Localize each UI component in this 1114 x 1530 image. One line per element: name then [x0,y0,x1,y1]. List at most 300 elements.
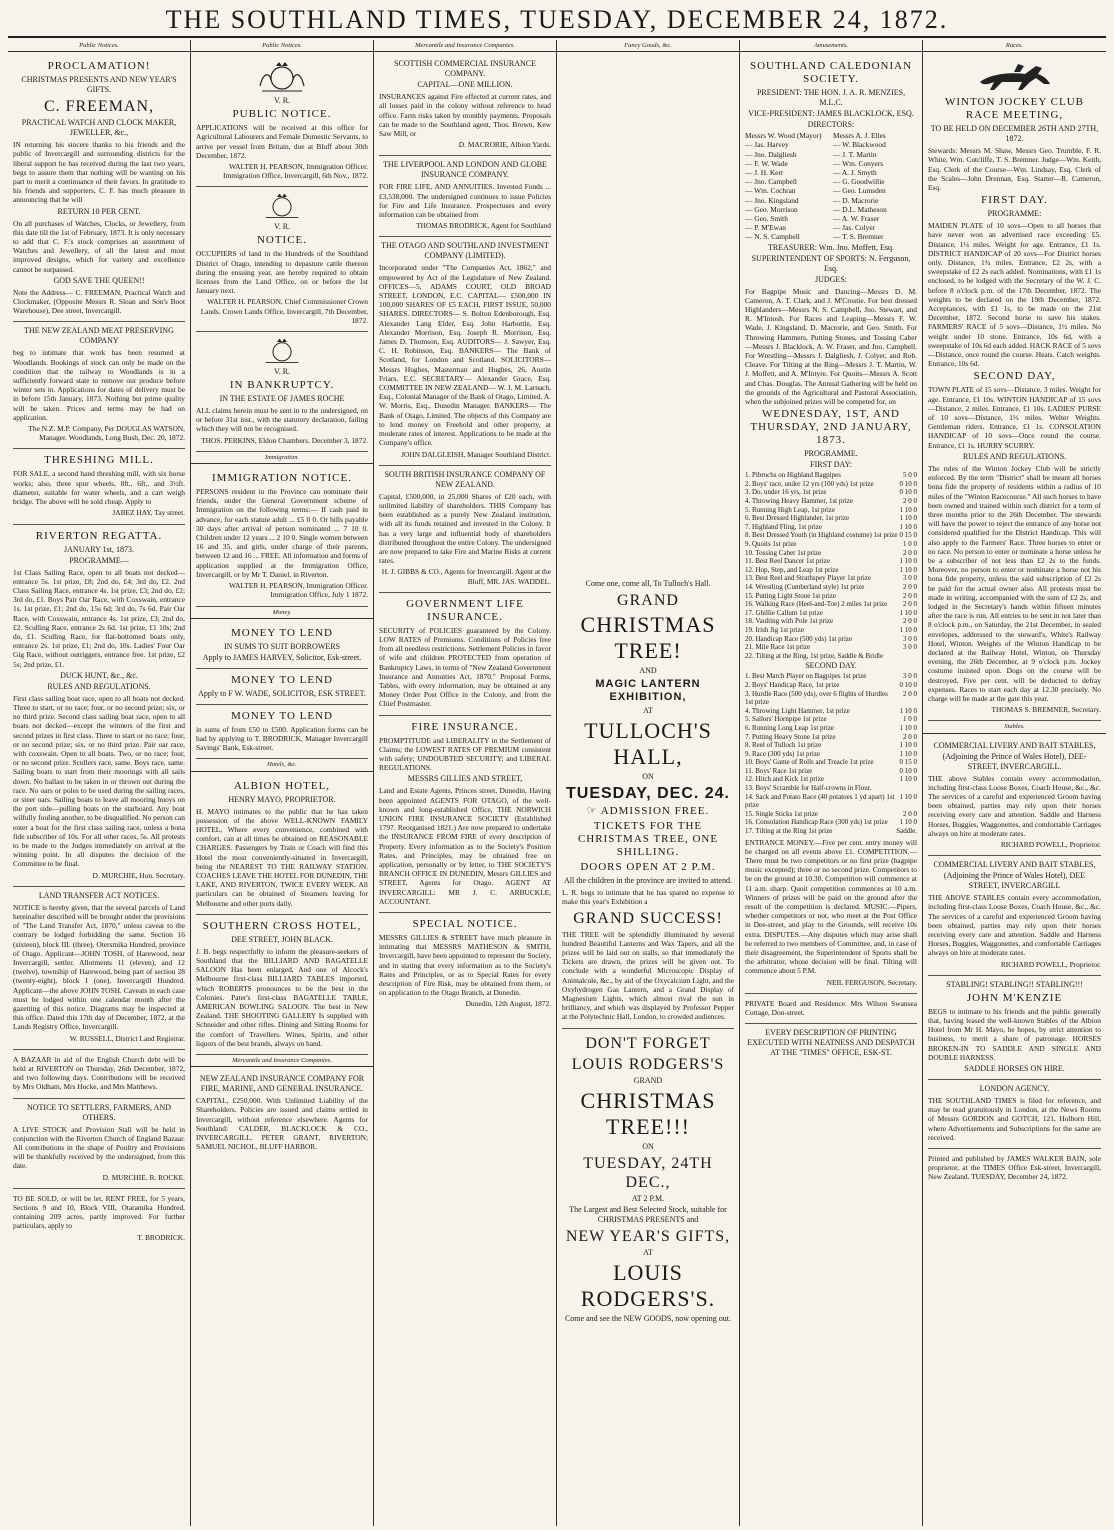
programme-row [745,574,917,583]
ad-line: The Largest and Best Selected Stock, suitable for CHRISTMAS PRESENTS and [569,1204,727,1224]
programme-day-1 [745,471,917,660]
ad-title: CHRISTMAS TREE!!! [580,1087,716,1139]
ad-signature: Dunedin, 12th August, 1872. [465,999,551,1009]
ad-body: A LIVE STOCK and Provision Stall will be held in conjunction with the Riverton Church of England Bazaar. All contributions in the shape of Poultry and Provisions will be thankfully received by the undersigned, from this date. [13,1124,185,1171]
programme-row [745,549,917,558]
ad-title: FIRST DAY. [981,194,1048,207]
section-heading: Immigration. [191,452,373,464]
programme-row [745,767,917,776]
event-prize: 1 10 0 [899,625,917,634]
ad-body: OCCUPIERS of land in the Hundreds of the Southland District of Otago, intending to depasture cattle thereon during the ensuing year, are hereby required to obtain licenses from the Land Office, on or before the 1st January next. [196,249,368,296]
ad-name: JOHN M'KENZIE [966,991,1063,1004]
event-name: 1. Pibrochs on Highland Bagpipes [745,471,841,480]
ad-body: CAPITAL, £250,000. With Unlimited Liability of the Shareholders. Policies are issued and claims settled in Invercargill, without reference elsewhere. Agents for Southland: CALDER, BLACKLOCK & CO., INVERCARGILL. PETER GRANT, RIVERTON; SAMUEL NICHOL, BLUFF HARBOR. [196,1096,368,1152]
liverpool-insurance-ad [379,156,551,237]
programme-row [745,750,917,759]
programme-row [745,514,917,523]
programme-row [745,506,917,515]
programme-row [745,523,917,532]
director-name: — Wm. Cochran [745,186,796,196]
programme-row [745,471,917,480]
ad-title: COMMERCIAL LIVERY AND BAIT STABLES, [933,860,1096,870]
ad-signature: THOMAS S. BREMNER, Secretary. [991,705,1101,715]
ad-body: TOWN PLATE of 15 sovs—Distance, 3 miles. Weight for age. Entrance, £1 10s. WINTON HANDICAP of 15 sovs—Distance, 2 miles. Entrance, £1 10s. LADIES' PURSE of 10 sovs—Distance, 1½ miles. Welter Weights. Gentleman riders. Entrance, £1 1s. CONSOLATION HANDICAP of 10 sovs—Once round the course. Entrance, £1 1s. HURRY SCURRY. [928,385,1101,450]
programme-row [745,600,917,609]
event-name: 15. Putting Light Stone 1st prize [745,591,836,600]
ad-dates: WEDNESDAY, 1ST, AND THURSDAY, 2ND JANUARY, 1873. [750,408,912,447]
ad-venue: TULLOCH'S HALL, [584,718,712,770]
to-let-ad [13,1189,185,1248]
livery-stables-ad [928,856,1101,976]
director-name: — Geo. Lumsden [833,186,886,196]
programme-row [745,540,917,549]
ad-subtitle: JANUARY 1st, 1873. [64,544,134,554]
event-prize: 1 0 0 [903,715,917,724]
ad-title: MONEY TO LEND [230,673,333,686]
event-prize: 1 10 0 [899,565,917,574]
government-life-ad [379,593,551,716]
event-name: 21. Mile Race 1st prize [745,643,811,652]
land-transfer-ad [13,887,185,1050]
event-prize: 5 0 0 [903,471,917,480]
director-name: — P. M'Ewan [745,223,786,233]
event-name: 5. Sailors' Hornpipe 1st prize [745,715,827,724]
ad-body: APPLICATIONS will be received at this office for Agricultural Labourers and Female Domestic Servants, to arrive per vessel from Britain, due at Bluff about 30th December, 1872. [196,123,368,160]
event-name: 4. Throwing Heavy Hammer, 1st prize [745,497,853,506]
event-prize: 1 10 0 [899,557,917,566]
ad-vice-president: VICE-PRESIDENT: JAMES BLACKLOCK, ESQ. [748,109,914,119]
ad-tickets: TICKETS FOR THE CHRISTMAS TREE, ONE SHILLING. [577,820,719,859]
ad-body: TO BE SOLD, or will be let, RENT FREE, for 5 years, Sections 9 and 10, Block VIII, Otaramika Hundred, containing 209 acres, partly improved. For further particulars, apply to [13,1193,185,1231]
programme-day-2 [745,672,917,835]
ad-signature: WALTER H. PEARSON, Immigration Officer. Immigration Office, July 1 1872. [229,581,368,600]
ad-body: Land and Estate Agents, Princes street, Dunedin, Having been appointed AGENTS FOR OTAGO, of the well-known and long-established Office, THE NORWICH UNION FIRE INSURANCE SOCIETY (Established 1797. Reorganised 1821.) Are now prepared to undertake the INSURANCE FROM FIRE of every description of Property. Every information as to the Society's Position Rates, and Principles, may be obtained free on application, personally or by letter, to THE SOCIETY'S BRANCH OFFICE IN DUNEDIN, Messrs GILLIES and STREET, Agents for Otago. AGENT AT INVERCARGILL: MR J. C. ARBUCKLE, ACCOUNTANT. [379,786,551,906]
event-prize: 3 0 0 [903,574,917,583]
event-prize: 1 10 0 [899,792,917,801]
event-prize: 1 10 0 [899,775,917,784]
programme-row [745,810,917,819]
director-name: — Geo. Smith [745,214,788,224]
director-name: — J. H. Kerr [745,168,784,178]
ad-subtitle: (Adjoining the Prince of Wales Hotel), DEE-STREET, INVERCARGILL. [942,751,1087,771]
royal-crest-icon [257,192,307,220]
ad-body: PERSONS resident in the Province can nominate their friends, under the General Government scheme of Immigration on the following terms:— If cash paid in advance, for each statute adult ... £5 0 0. Or bills payable 30 days after arrival of person nominated ... 7 10 0. Children under 12 years ... 2 10 0. Single women between 16 and 35, and girls, under charge of their parents, between 12 and 16 ... FREE. All information and forms of application supplied at the Immigration Office, Invercargill, or by Mr T. Daniel, in Riverton. [196,487,369,579]
money-to-lend-ad [196,705,368,760]
column-3 [374,40,557,1526]
ad-body: INSURANCES against Fire effected at current rates, and all losses paid in the colony without reference to head office. Farm risks taken by monthly payments. Proposals can be made to the Southland agent, Thos. Brown, Kew Saw Mill, or [379,92,551,139]
ad-title: IN BANKRUPTCY. [229,379,335,392]
vr-initials: V. R. [273,367,291,377]
ad-title: THE OTAGO AND SOUTHLAND INVESTMENT COMPANY (LIMITED). [381,241,549,261]
ad-signature: D. MURCHIE. R. ROCKE. [102,1172,185,1182]
ad-label: PROGRAMME: [987,209,1042,219]
ad-line: AT [643,706,653,716]
royal-crest-icon [257,337,307,365]
albion-hotel-ad [196,775,368,915]
director-name: — Jas. Colyer [833,223,876,233]
ad-body: FOR FIRE LIFE, AND ANNUITIES. Invested Funds ... £3,538,000. The undersigned continues to issue Policies for Fire and Life Insurance. Prospectuses and every information can be obtained from [379,182,551,220]
settlers-ad [13,1099,185,1189]
ad-signature: SADDLE HORSES ON HIRE. [964,1064,1065,1074]
ad-title: STABLING! STABLING!! STABLING!!! [946,979,1083,989]
ad-line: All the children in the province are invited to attend. [564,876,732,886]
ad-body: Capital, £500,000, in 25,000 Shares of £20 each, with unlimited liability of shareholders. THIS Company has been established as a purely New Zealand institution, with all its funds retained and invested in the Colony. It has a very large and influential body of shareholders distributed throughout the entire Colony. The undersigned are now prepared to take Fire and Marine Risks at current rates. [379,491,551,566]
event-prize: 2 0 0 [903,583,917,591]
event-prize [896,784,917,793]
event-prize [899,652,917,661]
directors-list [745,131,917,241]
event-prize: 2 0 0 [903,591,917,600]
programme-row [745,583,917,592]
ad-subtitle: IN THE ESTATE OF JAMES ROCHE [219,394,345,404]
director-name: — Geo. Morrison [745,204,798,214]
programme-row [745,557,917,566]
ad-line: AND [639,666,657,676]
event-prize: 1 10 0 [899,749,917,758]
ad-body: PROMPTITUDE and LIBERALITY in the Settlement of Claims; the LOWEST RATES OF PREMIUM consistent with safety; UNDOUBTED SECURITY; and LIBERAL REGULATIONS. [379,735,551,773]
ad-title: PROCLAMATION! [47,60,151,73]
ad-title: MAGIC LANTERN EXHIBITION, [595,678,701,704]
ad-signature: The N.Z. M.P. Company, Per DOUGLAS WATSON, Manager. Woodlands, Long Bush, Dec. 20, 1872. [28,424,185,443]
ad-body: MAIDEN PLATE of 10 sovs—Open to all horses that have never won an advertised race exceeding £5. Distance, 1¼ miles. Weight for age. Entrance, £1 1s. DISTRICT HANDICAP of 20 sovs—For District horses only. Distance, 1¾ miles. Entrance, £2 2s, with a sweepstake of £2 2s each added. Nominations, with £1 1s enclosed, to be lodged with the Secretary of the W. J. C. before 8 o'clock p.m. of the 17th December, 1872. The weights to be declared on the 19th December, 1872. Acceptances, with £1 1s, to be made on the 21st December, 1872. Second horse to save his stakes. FARMERS' RACE of 5 sovs—Distance, 1½ miles. No weight under 10 stone. Entrance, 10s 6d, with a sweepstake of 10s 6d each added. HACK RACE of 5 sovs—Distance, once round the course. Heats. Catch weights. Entrance, 10s 6d. [928,221,1101,369]
ad-label: SECOND DAY. [805,661,857,671]
event-name: 13. Boys' Scramble for Half-crowns in Flour. [745,784,872,793]
event-name: 14. Sack and Potato Race (40 potatoes 1 yd apart) 1st prize [745,792,895,810]
programme-row [745,793,917,810]
column-2 [191,40,374,1526]
programme-row [745,497,917,506]
ad-body: ENTRANCE MONEY.—Five per cent. entry money will be charged on all events above £1. COMPETITION.—There must be two competitors or no first prize (bagpipe music excepted); three or no second prize. Competitors to be on the ground at 10.30. Competition will commence at 11 a.m. sharp. Quoit competition commences at 10 a.m. Winners of prizes will be paid on the ground after the result of the competition is declared. MUSIC.—Pipers, whether competitors or not, who meet at the Post Office in Dee-street, and play to the Grounds, will receive 10s extra. DISPUTES.—Any disputes which may arise shall be referred to two members of Committee, and, in case of their disagreement, the Superintendent of Sports shall be the arbitrator, whose decision will be final. Tilting will commence about 5 P.M. [745,837,917,976]
event-prize: 1 10 0 [899,723,917,732]
event-prize: 1 10 0 [899,505,917,514]
london-agency-ad [928,1080,1101,1149]
event-prize: 2 0 0 [903,497,917,506]
ad-subtitle: CHRISTMAS PRESENTS AND NEW YEAR'S GIFTS. [21,75,177,95]
ad-signature: W. RUSSELL, District Land Registrar. [69,1033,185,1043]
ad-body: J. B. begs respectfully to inform the pleasure-seekers of Southland that the BILLIARD AND BAGATELLE SALOON Has been enlarged, And one of Alcock's Melbourne first-class BILLIARD TABLES imported, which ROBERTS pronounces to be the best in the Colonies. Pater's first-class BAGATELLE TABLE, AMERICAN BOWLING SALOON. The best in New Zealand. THE SHOOTING GALLERY Is supplied with Schneider and other rifles. Dining and Sitting Rooms for the comfort of Travellers. Wines, Spirits, and other liquors of the best brands, always on hand. [196,946,368,1048]
programme-row [745,827,917,836]
event-prize: 1 10 0 [899,706,917,715]
ad-body: THE ABOVE STABLES contain every accommodation, including first-class Loose Boxes, Coach House, &c., &c. The services of a careful and experienced Groom having been obtained, parties may rely upon their horses receiving every care and attention. Saddle and Harness Horses, Buggies, Waggonettes, and comfortable Carriages always on hire at moderate rates. [928,893,1101,958]
ad-subtitle: MESSRS GILLIES AND STREET, [407,774,523,784]
ad-signature: THOS. PERKINS, Eldon Chambers. December 3, 1872. [201,435,368,445]
director-name: — D.L. Matheson [833,204,887,214]
event-name: 8. Best Dressed Youth (in Highland costume) 1st prize [745,531,898,540]
event-prize: 0 10 0 [899,766,917,775]
event-prize: 1 0 0 [903,540,917,549]
ad-subtitle: PROGRAMME— [69,555,129,565]
column-4 [557,40,740,1526]
christmas-tree-ad [562,55,734,1028]
ad-subtitle: RULES AND REGULATIONS. [47,681,151,691]
ad-title: THRESHING MILL. [44,454,154,467]
ad-admission: ☞ ADMISSION FREE. [586,805,710,818]
ad-highlight: RETURN 10 PER CENT. [57,206,141,216]
ad-body: THE SOUTHLAND TIMES is filed for reference, and may be read gratuitously in London, at the News Rooms of Messrs GORDON and GOTCH, 121, Holborn Hill, where Advertisements and Subscriptions for the same are received. [928,1096,1101,1142]
ad-time: AT 2 P.M. [631,1193,665,1203]
event-name: 16. Walking Race (Heel-and-Toe) 2 miles 1st prize [745,600,888,609]
event-prize: 0 15 0 [899,531,917,540]
programme-row [745,733,917,742]
ad-signature: H. J. GIBBS & CO., Agents for Invercargill. Agent at the Bluff, MR. JAS. WADDEL. [381,567,551,586]
ad-body: On all purchases of Watches, Clocks, or Jewellery, from this date till the 1st of February, 1873. It is only necessary to add that C. F.'s stock comprises an assortment of Watches and Jewellery, of all the latest and most improved designs, which for variety and excellence cannot be surpassed. [13,218,185,274]
ad-subtitle: HENRY MAYO, PROPRIETOR. [228,794,336,804]
vr-initials: V. R. [273,96,291,106]
event-name: 13. Best Reel and Strathspey Player 1st prize [745,574,871,583]
vr-initials: V. R. [273,222,291,232]
ad-body: in sums of from £50 to £500. Application forms can be had by applying to T. BRODRICK, Manager Invercargill Savings' Bank, Esk-street. [196,724,368,753]
ad-subtitle: DEE STREET, JOHN BLACK. [231,934,333,944]
ad-title: CHRISTMAS TREE! [580,612,716,664]
ad-title: LONDON AGENCY. [979,1084,1050,1094]
event-prize: 2 0 0 [903,809,917,818]
event-name: 17. Ghillie Callum 1st prize [745,608,823,617]
ad-body: MESSRS GILLIES & STREET have much pleasure in intimating that MESSRS MATHESON & SMITH, Invercargill, have been appointed to represent the Society, and in stating that every information as to the Society's Rates and Principles, or as to Special Rates for every description of Fire Risk, may be obtained from them, or on application to the Otago Branch, at Dunedin. [379,933,551,998]
ad-president: PRESIDENT: THE HON. J. A. R. MENZIES, M.L.C. [756,88,906,108]
threshing-mill-ad [13,449,185,524]
ad-signature: RICHARD POWELL, Proprietor. [1000,840,1101,849]
ad-subtitle: (Adjoining the Prince of Wales Hotel), DEE STREET, INVERCARGILL [943,871,1086,891]
ad-body: The rules of the Winton Jockey Club will be strictly enforced. By the term "District" shall be meant all horses bona fide the property of residents within a radius of 10 miles of the "Winton Racecourse." All such horses to have been owned and trained within such district for a term of three months prior to the 26th December. The stewards will have the power to reject the entrance of any horse not considered qualified for the District Handicap. This will also apply to the Farmers' Race. Three horses to enter or no race. No person to enter or nominate a horse unless he be a subscriber of not less than £2 2s to the funds. Moreover, no person to enter or nominate a horse not his bona fide property, unless the said subscription of £2 2s be paid for the actual owner also. All protests must be made in writing, accompanied with the sum of £2 2s, and lodged in the Secretary's hands within fifteen minutes after the race is run. All entries to be sent in not later than 8 o'clock p.m., on Saturday, the 21st December, in sealed envelopes, addressed to the steward's, White's Railway Hotel, Winton. Weights of the Winton Handicap to be declared at the Railway Hotel, Winton, on Thursday evening, the 26th December, at 9 o'clock p.m. Jockey costume insisted upon. Dogs on the course will be destroyed. Five per cent. will be deducted to defray expenses. Races to start each day at 12.30 precisely. No charge will be made at the gate this year. [928,463,1101,703]
ad-title: MONEY TO LEND [230,709,333,722]
event-name: 1. Best March Player on Bagpipes 1st prize [745,672,867,681]
ad-body: THE above Stables contain every accommodation, including first-class Loose Boxes, Coach House, &c., &c. The services of a careful and experienced Groom having been obtained, parties may rely upon their horses receiving every care and attention. Saddle and Harness Horses, Buggies, Waggonettes, and comfortable Carriages always on hire at moderate rates. [928,773,1101,838]
event-name: 7. Putting Heavy Stone 1st prize [745,732,836,741]
column-6 [923,40,1106,1526]
masthead-rule [8,36,1106,38]
special-notice-ad [379,913,551,1015]
director-name: Messrs A. J. Elles [833,131,886,141]
event-name: 3. Hurdle Race (500 yds), over 6 flights of Hurdles 1st prize [745,689,888,707]
south-british-insurance-ad [379,466,551,593]
ad-signature: D. MURCHIE, Hon. Secretary. [92,870,185,880]
programme-row [745,617,917,626]
ad-intro: Come one, come all, To Tulloch's Hall. [585,579,711,589]
ad-line: Come and see the NEW GOODS, now opening out. [564,1313,732,1323]
event-name: 10. Tossing Caber 1st prize [745,548,822,557]
ad-line: GRAND [617,592,679,610]
event-prize: 2 0 0 [903,732,917,741]
ad-slogan: GOD SAVE THE QUEEN!! [53,275,145,285]
ad-date: TUESDAY, 24TH DEC., [583,1154,713,1191]
ad-title: GOVERNMENT LIFE INSURANCE. [406,597,524,623]
ad-body: beg to intimate that work has been resumed at Woodlands. Bookings of stock can only be made on the condition that the railway to Woodlands is in a sufficiently forward state to remove our produce before winter sets in. Applications for dates of delivery must be in before 15th January, 1873. Nothing but prime quality will be taken. Prices and terms may be had on application. [13,348,185,422]
livery-stables-ad [928,737,1101,857]
immigration-notice [196,467,368,606]
ad-title: DON'T FORGET [585,1034,711,1052]
event-prize: 0 10 0 [899,680,917,689]
director-name: — D. Macrorie [833,195,879,205]
ad-title: NOTICE. [256,234,308,247]
columns [8,40,1106,1526]
programme-row [745,592,917,601]
programme-row [745,480,917,489]
ad-title: GRAND SUCCESS! [573,909,723,927]
imprint [928,1149,1101,1188]
ad-subtitle: TO BE HELD ON DECEMBER 26TH AND 27TH, 1872. [930,124,1099,144]
event-prize: 3 0 0 [903,643,917,652]
programme-row [745,488,917,497]
ad-title: RIVERTON REGATTA. [35,529,163,542]
director-name: Messrs W. Wood (Mayor) [745,131,822,141]
event-prize: 2 0 0 [903,689,917,698]
director-name: — F. W. Wade [745,158,788,168]
programme-row [745,672,917,681]
caledonian-society-ad [745,55,917,994]
ad-title: LAND TRANSFER ACT NOTICES. [38,890,160,900]
event-name: 12. Hop, Step, and Leap 1st prize [745,565,839,574]
ad-body: H. MAYO intimates to the public that he has taken possession of the above WELL-KNOWN FAMILY HOTEL, Where every convenience, combined with comfort, can at all times be obtained on REASONABLE CHARGES. Passengers by Train or Coach will find this Hotel the most conveniently-situated in Invercargill, being the NEAREST TO THE RAILWAY STATION. COACHES LEAVE THE HOTEL FOR DUNEDIN, THE LAKE, AND RIVERTON, TWICE EVERY WEEK. All particulars can be obtained of Steamers leaving for Melbourne and other ports daily. [196,806,368,908]
ad-title: PUBLIC NOTICE. [232,108,332,121]
programme-row [745,626,917,635]
ad-title: THE LIVERPOOL AND LONDON AND GLOBE INSURANCE COMPANY. [383,160,547,180]
event-prize: 2 0 0 [903,600,917,609]
masthead: THE SOUTHLAND TIMES, TUESDAY, DECEMBER 24, 1872. [165,5,949,34]
director-name: — A. J. Smyth [833,168,877,178]
event-name: 9. Quoits 1st prize [745,540,797,549]
column-heading: Public Notices. [191,40,373,52]
ad-date: TUESDAY, DEC. 24. [565,785,730,803]
programme-row [745,635,917,644]
ad-subtitle: PRACTICAL WATCH AND CLOCK MAKER, JEWELLER, &c., [21,118,177,138]
event-name: 2. Boys' Handicap Race, 1st prize [745,680,840,689]
ad-signature: RICHARD POWELL, Proprietor. [1000,959,1101,969]
section-heading: Mercantile and Insurance Companies. [191,1055,373,1067]
ad-signature: T. BRODRICK. [137,1232,185,1242]
ad-body: THE TREE will be splendidly illuminated by several hundred Beautiful Lanterns and Wax Tapers, and all the prizes will be laid out on stalls, so that immediately the Tickets are drawn, the prizes will be given out. To conclude with a wonderful Microscopic Display of Animalcule, &c., by aid of the Oxycalcium Light, and the Oxyhydrogen Gas Lantern, and a Grand Display of Magnesium Lights, which almost rival the sun in brilliancy, and which was displayed by Professor Pepper at the Polytechnic Hall, London, to crowded audiences. [562,929,734,1022]
scottish-insurance-ad [379,55,551,156]
ad-title: NEW YEAR'S GIFTS, [565,1227,731,1245]
regatta-ad [13,525,185,887]
ad-body: NOTICE is hereby given, that the several parcels of Land hereinafter described will be brought under the provisions of "The Land Transfer Act, 1870," unless caveat to the contrary be lodged forbidding the same. Section 16 (sixteen), block III. (three), Otersmika Hundred, province of Otago. Applicant—JOHN TOSH, of Harewood, near Invercargill, settler. Allotments 11 (eleven), and 12 (twelve), township of Harewood, being part of section 28 (twenty-eight), block I (one), Invercargill Hundred. Applicant—the above JOHN TOSH. Caveats in each case must be lodged within one calendar month after the gazetting of this notice. Diagrams may be inspected at this office. Dated this 17th day of December, 1872, at the Lands Registry Office, Invercargill. [13,902,185,1032]
programme-row [745,531,917,540]
ad-title: SECOND DAY, [973,370,1056,383]
ad-title: SPECIAL NOTICE. [412,918,518,931]
programme-row [745,681,917,690]
ad-body: SECURITY of POLICIES guaranteed by the Colony. LOW RATES of Premiums. Conditions of Policies free from all needless restrictions. Settlement Policies in favor of wife and children PROTECTED from operation of Bankruptcy Laws, in terms of "New Zealand Government Insurance and Annuities Act, 1870." Proposal Forms, Tables, with every information, may be obtained at any Money Order Post Office in the Colony, and from the Chief Postmaster. [379,625,551,709]
event-name: 18. Vaulting with Pole 1st prize [745,617,834,626]
column-heading: Amusements. [740,40,922,52]
event-prize: 1 10 0 [899,522,917,531]
ad-label: DIRECTORS: [807,120,855,130]
ad-line: AT [643,1247,653,1257]
otago-investment-ad [379,237,551,465]
ad-body: FOR SALE, a second hand threshing mill, with six horse works; also, three spur wheels, 8ft., 6ft., and 3½ft. diameter, suitable for water wheels, and a cart weigh bridge. The above will be sold cheap. Apply to [13,469,185,507]
ad-body: ALL claims herein must be sent in to the undersigned, on or before 31st inst., with the statutory declaration, failing which they will not be recognised. [196,406,368,434]
ad-signature: JABEZ HAY, Tay street. [112,508,185,518]
event-name: 11. Best Reel Dancer 1st prize [745,557,830,566]
ad-address: Note the Address— C. FREEMAN, Practical Watch and Clockmaker, (Opposite Messrs R. Sloan and Son's Boot Warehouse), Dee street, Invercargill. [13,287,185,316]
director-name: — Jno. Kingsland [745,195,799,205]
ad-body: Apply to JAMES HARVEY, Solicitor, Esk-street. [202,652,362,662]
event-prize: 1 10 0 [899,514,917,523]
director-name: — W. Blackwood [833,140,886,150]
event-name: 19. Irish Jig 1st prize [745,625,804,634]
column-1 [8,40,191,1526]
event-prize: 1 10 0 [899,608,917,617]
printing-ad [745,1024,917,1063]
director-name: — J. T. Martin [833,149,877,159]
programme-row [745,609,917,618]
public-notice-ad [196,55,368,187]
event-name: 3. Do, under 16 yrs, 1st prize [745,488,827,497]
ad-title: COMMERCIAL LIVERY AND BAIT STABLES, [933,740,1096,750]
ad-body: Apply to F W. WADE, SOLICITOR, ESK STREET. [198,688,366,698]
ad-signature: JOHN DALGLEISH, Manager Southland District. [401,449,551,459]
ad-title: IMMIGRATION NOTICE. [212,472,352,485]
ad-name: C. FREEMAN, [43,98,155,116]
ad-title: SOUTHLAND CALEDONIAN SOCIETY. [749,60,913,86]
proclamation-ad [13,55,185,322]
royal-crest-icon [252,60,312,94]
director-name: — Jas. Harvey [745,140,789,150]
ad-body: For Bagpipe Music and Dancing—Messrs D. M. Cameron, A. T. Clark, and J. M'Crostie. For best dressed Highlanders—Messrs N. S. Campbell, Jno. Stewart, and R. M'Intosh. For Races and Leaping—Messrs F. W. Wade, J. Kingsland, D. Macrorie, and Geo. Smith. For Throwing Hammers, Putting Stones, and Tossing Caber—Messrs J. Blacklock, A. W. Fraser, and Jno. Campbell. For Wrestling—Messrs J. Dalgliesh, J. Colyer, and Rob. Cleave. For Tilting at the Ring—Messrs J. T. Martin, W. J. Moffett, and A. M'Intyre. For Quoits—Messrs A. Scott and Chas. Douglas. The Annual Gathering will be held on the grounds of the Agricultural and Pastoral Association, when the subjoined prizes will be competed for, on [745,286,917,407]
ad-title: MONEY TO LEND [230,626,333,639]
ad-signature: D. MACRORIE, Albion Yards. [458,140,551,150]
ad-body: PRIVATE Board and Residence. Mrs Wilson Swansea Cottage, Don-street. [745,998,917,1018]
programme-row [745,775,917,784]
ad-label: PROGRAMME. [804,449,858,459]
ad-body: BEGS to intimate to his friends and the public generally that, having leased the well-known Stables of the Albion Hotel from Mr H. Mayo, he hopes, by strict attention to business, to merit a share of patronage. HORSES BROKEN-IN TO SADDLE AND SINGLE AND DOUBLE HARNESS. [928,1006,1101,1062]
ad-title: NOTICE TO SETTLERS, FARMERS, AND OTHERS. [26,1102,171,1122]
money-to-lend-ad [196,622,368,669]
ad-subtitle: RULES AND REGULATIONS. [962,451,1067,461]
ad-title: SOUTH BRITISH INSURANCE COMPANY OF NEW ZEALAND. [384,469,546,489]
ad-label: FIRST DAY: [810,460,852,470]
event-name: 6. Running Long Leap 1st prize [745,723,835,732]
ad-signature: WALTER H. PEARSON, Immigration Officer. Immigration Office, Invercargill, 6th Nov., 1872. [223,162,368,181]
director-name: — G. Goodwillie [833,177,885,187]
event-name: 22. Tilting at the Ring, 1st prize, Saddle & Bridle [745,651,884,660]
event-prize: 0 15 0 [899,758,917,767]
programme-row [745,643,917,652]
ad-doors: DOORS OPEN AT 2 P.M. [580,861,716,874]
event-name: 9. Race (300 yds) 1st prize [745,749,821,758]
ad-line: ON [642,1141,654,1151]
column-heading: Races. [923,40,1106,52]
event-prize: Saddle. [896,827,917,836]
event-name: 14. Wrestling (Cumberland style) 1st prize [745,583,865,591]
event-name: 16. Consolation Handicap Race (300 yds) 1st prize [745,818,888,827]
event-name: 4. Throwing Light Hammer, 1st prize [745,706,850,715]
director-name: — N. S. Campbell [745,232,800,242]
ad-title: SOUTHERN CROSS HOTEL, [202,919,362,932]
director-name: — Jno. Campbell [745,177,797,187]
programme-row [745,724,917,733]
event-prize: 1 10 0 [899,818,917,827]
column-heading: Public Notices. [8,40,190,52]
ad-subtitle: DUCK HUNT, &c., &c. [60,670,138,680]
programme-row [745,707,917,716]
imprint-text: Printed and published by JAMES WALKER BAIN, sole proprietor, at the TIMES Office Esk-street, Invercargill, New Zealand. TUESDAY, December 24, 1872. [928,1154,1101,1182]
bazaar-ad [13,1050,185,1099]
programme-row [745,715,917,724]
director-name: — Wm. Conyers [833,158,884,168]
column-5 [740,40,923,1526]
ad-line: GRAND [633,1075,663,1085]
event-name: 15. Single Sticks 1st prize [745,809,818,818]
programme-row [745,566,917,575]
ad-body: 1st Class Sailing Race, open to all boats not decked—entrance 5s. 1st prize, £8; 2nd do, £4; 3rd do, £2. 2nd Class Sailing Race, entrance 4s. 1st prize, £3; 2nd do, £2; 3rd do, £1. Boys Pair Oar Race, with Coxswain, entrance 1s. 1st prize, £1; 2nd do, 15s 6d; 3rd do, 7s 6d. Pair Oar Race, with Coxswain, entrance 4s. 1st prize, £3; 2nd do, £2. Sculling Race, entrance 2s 6d. 1st prize, £1 10s; 2nd do, £1. Sculling Race, for flat-bottomed boats only, entrance 2s. 1st prize, £1; 2nd do, 10s. Ladies' Four Oar Gig Race, without outriggers, entrance free. 1st prize, £2 5s; 2nd prize, £1. [13,567,185,669]
event-name: 8. Reel of Tulloch 1st prize [745,741,822,750]
programme-row [745,741,917,750]
programme-row [745,784,917,793]
programme-row [745,690,917,707]
money-to-lend-ad [196,669,368,705]
mkenzie-stabling-ad [928,976,1101,1080]
ad-body: A BAZAAR in aid of the English Church debt will be held at RIVERTON on Thursday, 26th December, 1872, and two following days. Contributions will be received by Mrs Oldham, Mrs Hocke, and Mrs Matthews. [13,1054,185,1092]
section-heading: Money. [191,607,373,619]
